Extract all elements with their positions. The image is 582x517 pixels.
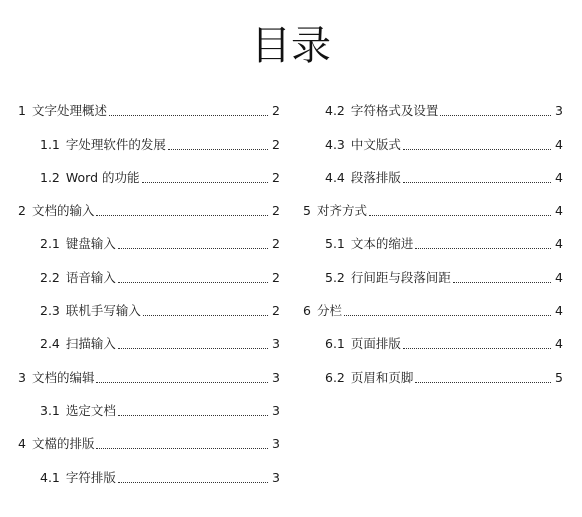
toc-entry[interactable]: [303, 186, 563, 219]
toc-entry-title: 页面排版: [350, 336, 401, 352]
toc-entry[interactable]: [303, 119, 563, 152]
toc-entry-title: 中文版式: [350, 136, 401, 152]
toc-entry[interactable]: [18, 252, 280, 285]
toc-entry-number: 4: [18, 436, 26, 452]
toc-entry-title: 文档的输入: [31, 203, 95, 219]
toc-entry-title: 字符格式及设置: [350, 103, 439, 119]
dot-leader: [440, 115, 551, 116]
toc-entry-page-number: 2: [272, 136, 280, 152]
dot-leader: [96, 215, 268, 216]
toc-entry-page-number: 4: [555, 203, 563, 219]
toc-entry-page-number: 4: [555, 336, 563, 352]
toc-entry-number: 2.2: [40, 269, 60, 285]
toc-entry[interactable]: [18, 286, 280, 319]
toc-entry[interactable]: [18, 419, 280, 452]
dot-leader: [344, 315, 551, 316]
toc-entry-number: 3.1: [40, 402, 60, 418]
toc-entry-title: 段落排版: [350, 169, 401, 185]
toc-entry[interactable]: [18, 186, 280, 219]
toc-entry-page-number: 4: [555, 303, 563, 319]
toc-entry[interactable]: [303, 153, 563, 186]
toc-entry-page-number: 2: [272, 303, 280, 319]
dot-leader: [96, 448, 268, 449]
toc-entry[interactable]: [18, 86, 280, 119]
toc-entry-page-number: 4: [555, 169, 563, 185]
toc-entry-title: 对齐方式: [316, 203, 367, 219]
toc-entry-page-number: 3: [272, 369, 280, 385]
toc-entry-page-number: 4: [555, 269, 563, 285]
toc-entry-page-number: 4: [555, 136, 563, 152]
dot-leader: [118, 348, 268, 349]
toc-entry-page-number: 2: [272, 269, 280, 285]
dot-leader: [168, 149, 268, 150]
toc-entry-number: 2.3: [40, 303, 60, 319]
toc-entry-page-number: 3: [272, 336, 280, 352]
toc-entry[interactable]: [18, 452, 280, 485]
toc-entry[interactable]: [18, 319, 280, 352]
toc-entry-title: 选定文档: [65, 402, 116, 418]
toc-entry-title: 文本的缩进: [350, 236, 414, 252]
toc-entry-title: 字处理软件的发展: [65, 136, 166, 152]
toc-entry-title: 页眉和页脚: [350, 369, 414, 385]
dot-leader: [403, 348, 551, 349]
toc-entry-title: 键盘输入: [65, 236, 116, 252]
toc-entry-number: 5: [303, 203, 311, 219]
toc-entry-page-number: 3: [555, 103, 563, 119]
toc-entry-number: 3: [18, 369, 26, 385]
toc-entry-number: 2.4: [40, 336, 60, 352]
toc-entry-page-number: 2: [272, 169, 280, 185]
dot-leader: [415, 382, 551, 383]
dot-leader: [143, 315, 268, 316]
toc-entry-page-number: 2: [272, 103, 280, 119]
toc-entry-page-number: 3: [272, 436, 280, 452]
toc-entry-number: 1.2: [40, 169, 60, 185]
toc-entry-number: 5.2: [325, 269, 345, 285]
toc-column-right: [303, 86, 563, 386]
toc-entry-title: 文檔的排版: [31, 436, 95, 452]
dot-leader: [96, 382, 268, 383]
dot-leader: [118, 415, 268, 416]
toc-entry-number: 6.1: [325, 336, 345, 352]
toc-entry-number: 4.4: [325, 169, 345, 185]
toc-entry-page-number: 5: [555, 369, 563, 385]
dot-leader: [109, 115, 268, 116]
toc-entry[interactable]: [303, 286, 563, 319]
toc-entry-page-number: 2: [272, 203, 280, 219]
toc-entry[interactable]: [303, 219, 563, 252]
dot-leader: [118, 248, 268, 249]
toc-entry-page-number: 3: [272, 402, 280, 418]
toc-entry-title: 联机手写输入: [65, 303, 141, 319]
page-title: 目录: [251, 23, 331, 69]
dot-leader: [369, 215, 551, 216]
toc-entry-page-number: 4: [555, 236, 563, 252]
toc-entry-number: 2: [18, 203, 26, 219]
toc-entry[interactable]: [303, 352, 563, 385]
dot-leader: [403, 149, 551, 150]
toc-entry-page-number: 3: [272, 469, 280, 485]
toc-entry-number: 4.3: [325, 136, 345, 152]
toc-entry-number: 5.1: [325, 236, 345, 252]
toc-entry-page-number: 2: [272, 236, 280, 252]
toc-entry[interactable]: [18, 386, 280, 419]
toc-entry[interactable]: [303, 252, 563, 285]
toc-entry-number: 4.2: [325, 103, 345, 119]
toc-entry[interactable]: [18, 153, 280, 186]
toc-entry[interactable]: [303, 86, 563, 119]
toc-entry[interactable]: [303, 319, 563, 352]
dot-leader: [142, 182, 269, 183]
toc-entry-number: 4.1: [40, 469, 60, 485]
toc-entry-title: 扫描输入: [65, 336, 116, 352]
dot-leader: [403, 182, 551, 183]
toc-column-left: [18, 86, 280, 486]
toc-entry-title: 文档的编辑: [31, 369, 95, 385]
toc-entry[interactable]: [18, 219, 280, 252]
toc-entry-title: 行间距与段落间距: [350, 269, 451, 285]
toc-entry-title: 文字处理概述: [31, 103, 107, 119]
toc-entry-number: 1.1: [40, 136, 60, 152]
toc-entry-title: Word 的功能: [65, 169, 140, 185]
toc-entry-number: 6.2: [325, 369, 345, 385]
dot-leader: [118, 282, 268, 283]
toc-entry[interactable]: [18, 119, 280, 152]
toc-entry-title: 字符排版: [65, 469, 116, 485]
toc-entry-number: 1: [18, 103, 26, 119]
toc-entry-number: 6: [303, 303, 311, 319]
dot-leader: [453, 282, 551, 283]
dot-leader: [415, 248, 551, 249]
toc-entry-title: 语音输入: [65, 269, 116, 285]
toc-entry-number: 2.1: [40, 236, 60, 252]
toc-entry-title: 分栏: [316, 303, 342, 319]
toc-entry[interactable]: [18, 352, 280, 385]
dot-leader: [118, 482, 268, 483]
